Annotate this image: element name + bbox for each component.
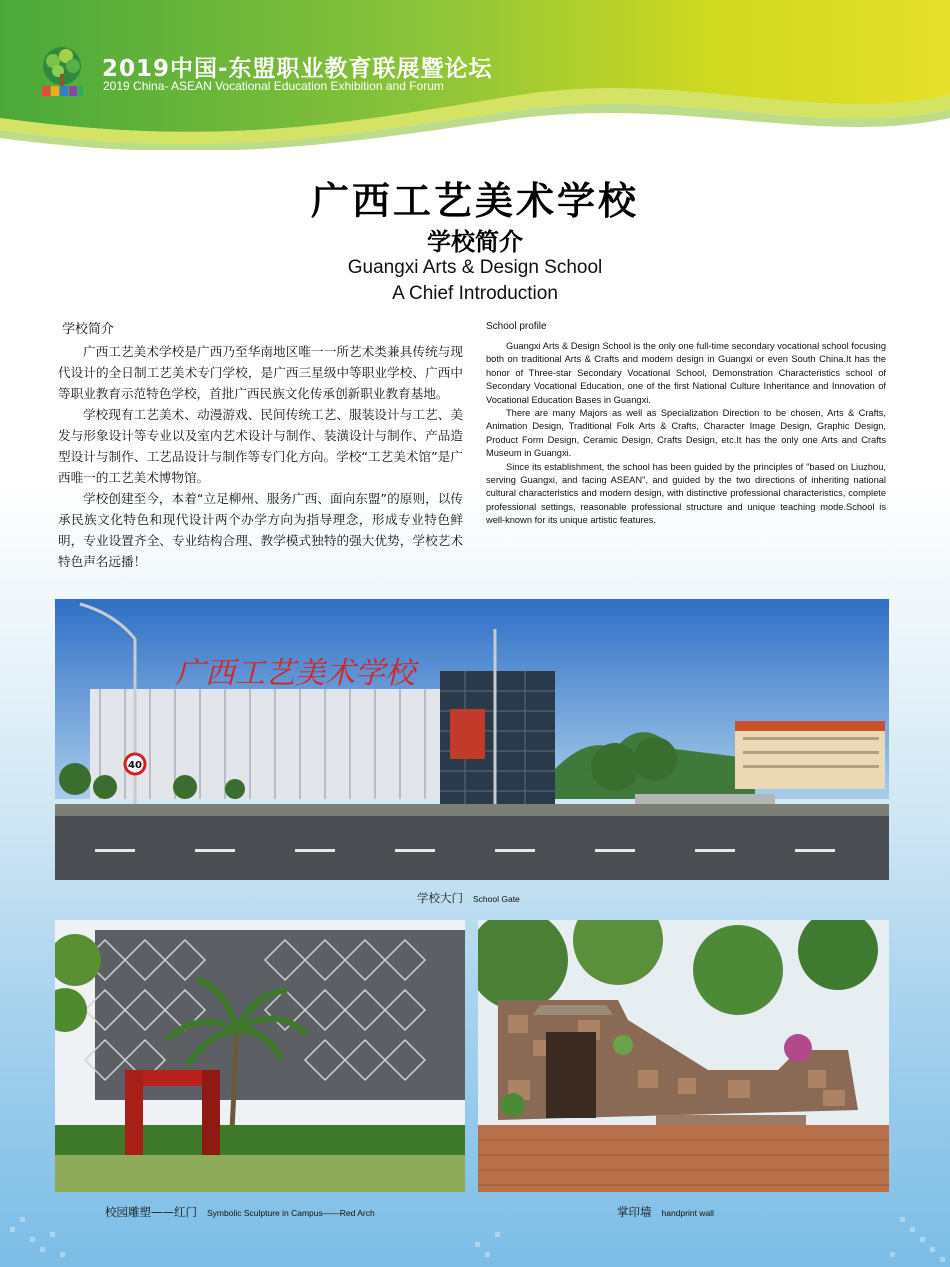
profile-cn-heading: 学校简介 <box>62 322 115 337</box>
school-name-en: Guangxi Arts & Design School <box>347 257 603 278</box>
profile-cn-paragraph: 广西工艺美术学校是广西乃至华南地区唯一一所艺术类兼具传统与现代设计的全日制工艺美术专门学校，是广西三星级中等职业学校、广西中等职业教育示范特色学校，首批广西民族文化传承创新职业教育基地。 <box>58 344 463 401</box>
profile-cn-paragraph: 学校现有工艺美术、动漫游戏、民间传统工艺、服装设计与工艺、美发与形象设计等专业以及室内艺术设计与制作、装潢设计与制作、产品造型设计与制作、工艺品设计与制作等专门化方向。学校“工艺美术馆”是广西唯一的工艺美术博物馆。 <box>58 407 463 485</box>
profile-en-heading: School profile <box>486 321 547 332</box>
caption-en: Symbolic Sculpture in Campus——Red Arch <box>207 1208 375 1218</box>
caption-school-gate <box>417 890 520 906</box>
caption-en: handprint wall <box>661 1208 714 1218</box>
intro-heading-cn: 学校简介 <box>427 228 523 256</box>
school-gate-photo <box>55 599 889 880</box>
caption-cn: 校园雕塑——红门 <box>105 1205 197 1219</box>
caption-cn: 掌印墙 <box>617 1205 652 1219</box>
caption-cn: 学校大门 <box>417 891 463 905</box>
caption-en: School Gate <box>473 894 520 904</box>
gate-sign-text: 广西工艺美术学校 <box>175 656 415 691</box>
school-name-cn: 广西工艺美术学校 <box>310 179 639 223</box>
profile-en-paragraph: There are many Majors as well as Specialization Direction to be chosen, Arts & Crafts, Animation Design, Traditional Folk Arts & Crafts, Character Image Design, Graphic Design, Product Form Design, Ceramic Design, Crafts Design, etc.It has the only one Arts and Crafts Museum in Guangxi. <box>486 408 886 459</box>
profile-en-paragraph: Guangxi Arts & Design School is the only one full-time secondary vocational school focusing both on traditional Arts & Crafts and modern design in Guangxi or even South China.It has the honor of Three-star Secondary Vocational School, Demonstration Characteristics school of Secondary Vocational Education, one of the first National Culture Inheritance and Innovation of Vocational Education Bases in Guangxi. <box>486 341 886 405</box>
profile-cn-paragraph: 学校创建至今，本着“立足柳州、服务广西、面向东盟”的原则，以传承民族文化特色和现代设计两个办学方向为指导理念，形成专业特色鲜明，专业设置齐全、专业结构合理、教学模式独特的强大优势，学校艺术特色声名远播！ <box>58 491 463 569</box>
red-arch-sculpture-photo <box>55 920 465 1192</box>
profile-cn-column <box>58 318 463 572</box>
forum-logo <box>36 44 88 100</box>
handprint-wall-photo <box>478 920 889 1192</box>
profile-en-paragraph: Since its establishment, the school has been guided by the principles of "based on Liuzhou, serving Guangxi, and facing ASEAN", and guided by the two directions of inheriting national cultural characteristics and modern design, with distinctive professional characteristics, complete professional settings, reasonable professional structure and unique teaching mode.School is well-known for its unique artistic features. <box>486 461 886 526</box>
speed-limit-sign: 40 <box>128 760 142 771</box>
decorative-dot-pattern <box>0 1157 950 1267</box>
intro-heading-en: A Chief Introduction <box>392 283 558 304</box>
event-title-en: 2019 China- ASEAN Vocational Education Exhibition and Forum <box>103 79 444 93</box>
event-title-cn: 2019中国-东盟职业教育联展暨论坛 <box>102 56 493 82</box>
profile-en-column <box>486 321 886 528</box>
